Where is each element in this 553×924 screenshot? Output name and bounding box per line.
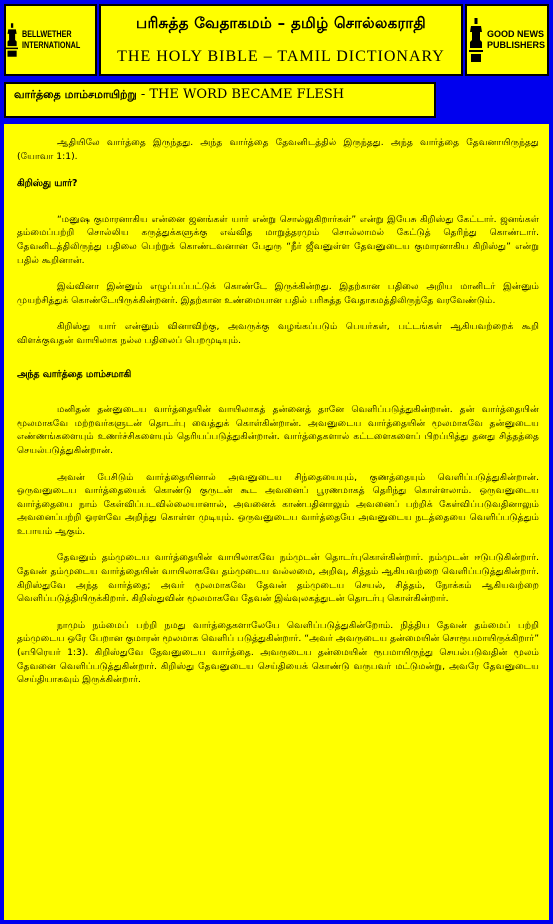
title-english: THE HOLY BIBLE – TAMIL DICTIONARY xyxy=(117,48,445,65)
section-title-tamil: வார்த்தை மாம்சமாயிற்று xyxy=(14,88,137,101)
logo-line-1: BELLWETHER xyxy=(22,29,72,39)
section-title-separator: - xyxy=(136,87,150,102)
paragraph: இவ்வினா இன்னும் எழுப்பப்பட்டுக் கொண்டே இருக்கின்றது. இதற்கான பதிலை அறிய மானிடர் இன்னும் முயற்சித்துக் கொண்டேயிருக்கின்றனர். இதற்கான உண்மையான பதில் பரிசுத்த வேதாகமத்திலிருந்தே வரவேண்டும். xyxy=(17,281,539,306)
good-news-logo[interactable] xyxy=(465,4,549,76)
paragraph: மனிதன் தன்னுடைய வார்த்தையின் வாயிலாகத் தன்னைத் தானே வெளிப்படுத்துகின்றான். தன் வார்த்தையின் மூலமாகவே மற்றவர்களுடன் தொடர்பு வைத்துக் கொள்கின்றான். அவனுடைய வார்த்தையின் மூலமாகவே தன்னுடைய எண்ணங்களையும் உணர்ச்சிகளையும் தெரியப்படுத்துகின்றான். வார்த்தைகளால் கட்டளைகளைப் பிறப்பித்து தனது சித்தத்தை செயல்படுத்துகின்றான். xyxy=(17,404,539,456)
logo-line-1: GOOD NEWS xyxy=(486,29,544,39)
paragraph: கிறிஸ்து யார் என்னும் வினாவிற்கு, அவருக்கு வழங்கப்படும் பெயர்கள், பட்டங்கள் ஆகியவற்றைக் கூறி விளக்குவதன் வாயிலாக நல்ல பதிலைப் பெறமுடியும். xyxy=(17,321,539,346)
bellwether-logo-text xyxy=(22,29,80,51)
bellwether-logo[interactable] xyxy=(4,4,97,76)
title-tamil: பரிசுத்த வேதாகமம் – தமிழ் சொல்லகராதி xyxy=(135,14,427,32)
section-header xyxy=(4,82,436,118)
good-news-logo-text xyxy=(487,29,545,51)
bell-icon xyxy=(469,18,483,62)
paragraph: ஆதியிலே வார்த்தை இருந்தது. அந்த வார்த்தை தேவனிடத்தில் இருந்தது. அந்த வார்த்தை தேவனாயிருந்தது (யோவா 1:1). xyxy=(17,137,539,162)
subheading: அந்த வார்த்தை மாம்சமாகி xyxy=(17,368,132,380)
paragraph: நாமும் நம்மைப் பற்றி நமது வார்த்தைகளாலேயே வெளிப்படுத்துகின்றோம். நித்திய தேவன் தம்மைப் பற்றி தம்முடைய ஒரே பேறான குமாரன் மூலமாக வெளிப் படுத்துகின்றார். “அவர் அவருடைய தன்மையின் சொரூபமாயிருக்கிறார்” (எபிரெயர் 1:3). கிறிஸ்துவே தேவனுடைய வார்த்தை. அவருடைய தன்மையின் ரூபமாயிருந்து செயல்படுவதின் மூலம் தேவனை வெளிப்படுத்துகின்றார். கிறிஸ்து தேவனுடைய செய்தியைக் கொண்டு வருபவர் மட்டுமன்று, அவரே தேவனுடைய செய்தியாகவும் இருக்கின்றார். xyxy=(17,619,539,686)
paragraph: அவன் பேசிடும் வார்த்தையினால் அவனுடைய சிந்தையையும், குணத்தையும் வெளிப்படுத்துகின்றான். ஒருவனுடைய வார்த்தையைக் கொண்டு குருடன் கூட அவனைப் பூரணமாகத் தெரிந்து கொள்ளலாம். ஒருவனுடைய வார்த்தையை நாம் கேள்விப்படவில்லையானால், அவனைக் காண்பதினாலும் அவனைப் பற்றிக் கேள்விப்படுவதினாலும் அவனைப்பற்றி ஓரளவே அறிந்து கொள்ள முடியும். ஒருவனுடைய வார்த்தையே அவனுடைய நடத்தையை வெளிப்படுத்தும் உபாயம் ஆகும். xyxy=(17,471,539,537)
logo-line-2: PUBLISHERS xyxy=(486,40,545,50)
paragraph: “மனுஷ குமாரனாகிய என்னை ஜனங்கள் யார் என்று சொல்லுகிறார்கள்” என்று இயேசு கிறிஸ்து கேட்டார். ஜனங்கள் தம்மைப்பற்றி சொல்லிய கருத்துக்களுக்கு எவ்வித மாறுத்தரமும் சொல்லாமல் கேட்டுத் தெரிந்து கொண்டார். தேவனிடத்திலிருந்து பதிலை பெற்றுக் கொண்டவனான பேதுரு “நீர் ஜீவனுள்ள தேவனுடைய குமாரனாகிய கிறிஸ்து” என்று பதில் கூறினான். xyxy=(17,213,539,266)
article-body xyxy=(4,124,549,920)
paragraph: தேவனும் தம்முடைய வார்த்தையின் வாயிலாகவே நம்முடன் தொடர்புகொள்கின்றார். நம்முடன் ஈடுபடுகின்றார். தேவன் தம்முடைய வார்த்தையின் வாயிலாகவே தம்முடைய வல்லமை, அறிவு, சித்தம் ஆகியவற்றை வெளிப்படுத்துகின்றார். கிறிஸ்துவே அந்த வார்த்தை; அவர் மூலமாகவே தேவன் தம்முடைய செயல், சித்தம், நோக்கம் ஆகியவற்றை வெளிப்படுத்தியிருக்கிறார். கிறிஸ்துவின் மூலமாகவே தேவன் இவ்வுலகத்துடன் தொடர்பு கொள்கின்றார். xyxy=(17,552,539,605)
subheading: கிறிஸ்து யார்? xyxy=(17,178,78,190)
bell-icon xyxy=(6,18,18,62)
content-frame xyxy=(0,120,553,924)
site-title xyxy=(99,4,463,76)
logo-line-2: INTERNATIONAL xyxy=(22,40,81,50)
section-title xyxy=(14,87,434,103)
section-title-english: THE WORD BECAME FLESH xyxy=(149,87,345,102)
